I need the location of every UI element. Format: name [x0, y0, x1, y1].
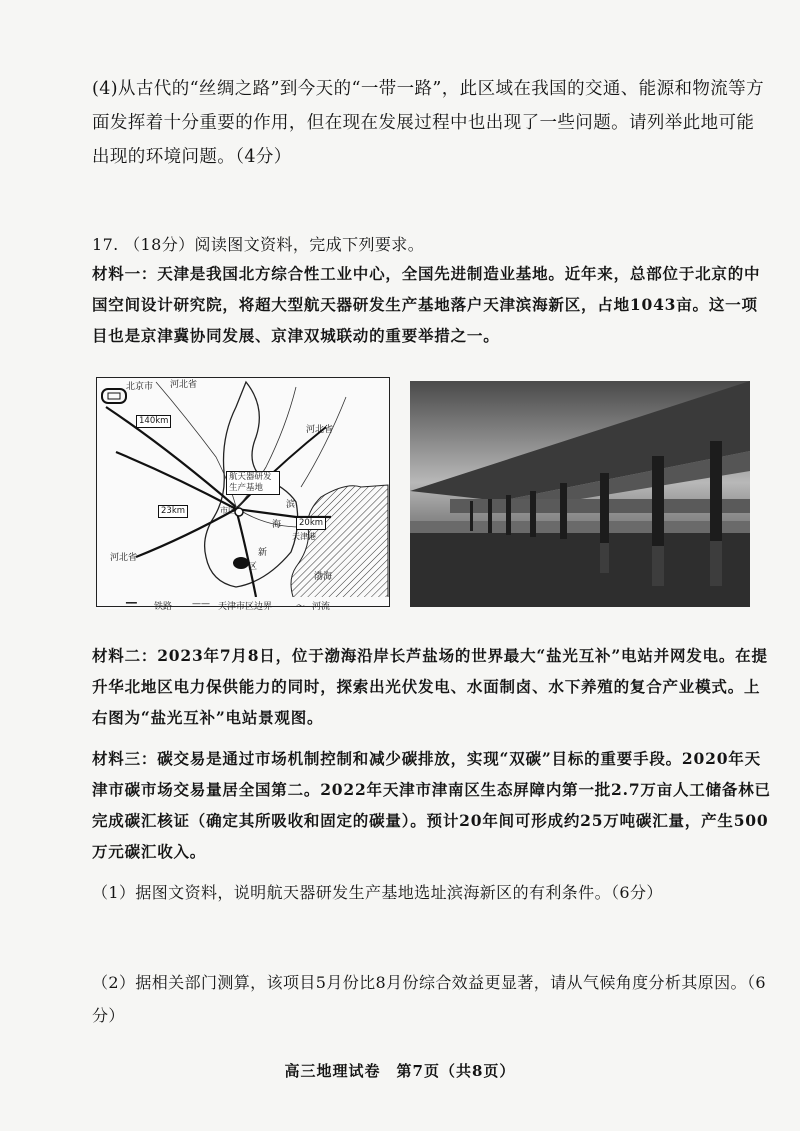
material-1-text: 材料一：天津是我国北方综合性工业中心，全国先进制造业基地。近年来，总部位于北京的中国空间设计研究院，将超大型航天器研发生产基地落户天津滨海新区，占地1043亩。这一项目也是京津冀协同发展、京津双城联动的重要举措之一。	[92, 264, 761, 345]
map-distance-20km: 20km	[296, 517, 326, 530]
map-label-bohai: 渤海	[314, 572, 333, 582]
material-2-text: 材料二：2023年7月8日，位于渤海沿岸长芦盐场的世界最大“盐光互补”电站并网发电。在提升华北地区电力保供能力的同时，探索出光伏发电、水面制卤、水下养殖的复合产业模式。上右图为“盐光互补”电站景观图。	[92, 646, 768, 727]
map-label-port: 天津港	[292, 532, 316, 541]
legend-river-label: 河流	[312, 602, 331, 612]
sub-question-2: （2）据相关部门测算，该项目5月份比8月份综合效益更显著，请从气候角度分析其原因。（6分）	[92, 973, 766, 1025]
map-label-bin: 滨	[286, 500, 296, 510]
sub-question-1: （1）据图文资料，说明航天器研发生产基地选址滨海新区的有利条件。（6分）	[92, 883, 663, 902]
legend-river-icon: ～	[296, 602, 306, 612]
map-label-qu: 区	[248, 562, 258, 572]
legend-boundary-label: 天津市区边界	[218, 602, 273, 612]
map-label-hebei-right: 河北省	[306, 425, 334, 435]
map-distance-23km: 23km	[158, 505, 188, 518]
map-label-hai: 海	[272, 520, 282, 530]
map-label-xin: 新	[258, 548, 268, 558]
page-footer: 高三地理试卷 第7页（共8页）	[284, 1062, 516, 1080]
map-label-hebei-top: 河北省	[170, 380, 198, 390]
question-4-text: (4)从古代的“丝绸之路”到今天的“一带一路”，此区域在我国的交通、能源和物流等方面发挥着十分重要的作用，但在现在发展过程中也出现了一些问题。请列举此地可能出现的环境问题。（4分）	[92, 79, 764, 167]
map-label-urban: 市区	[220, 506, 236, 515]
legend-railway-icon: ━━	[126, 599, 137, 609]
map-label-beijing: 北京市	[126, 382, 154, 392]
map-legend	[96, 599, 390, 611]
map-label-base: 航天器研发生产基地	[226, 471, 280, 495]
salt-solar-photo	[410, 381, 750, 607]
tianjin-map-figure	[96, 377, 390, 612]
legend-railway-label: 铁路	[154, 602, 173, 612]
solar-panel-photo-icon	[410, 381, 750, 607]
question-17-heading: 17. （18分）阅读图文资料，完成下列要求。	[92, 235, 425, 254]
material-3-text: 材料三：碳交易是通过市场机制控制和减少碳排放，实现“双碳”目标的重要手段。2020年天津市碳市场交易量居全国第二。2022年天津市津南区生态屏障内第一批2.7万亩人工储备林已完成碳汇核证（确定其所吸收和固定的碳量）。预计20年间可形成约25万吨碳汇量，产生500万元碳汇收入。	[92, 749, 771, 861]
map-label-hebei-left: 河北省	[110, 553, 138, 563]
map-distance-140km: 140km	[136, 415, 171, 428]
legend-boundary-icon: ——	[192, 599, 210, 609]
